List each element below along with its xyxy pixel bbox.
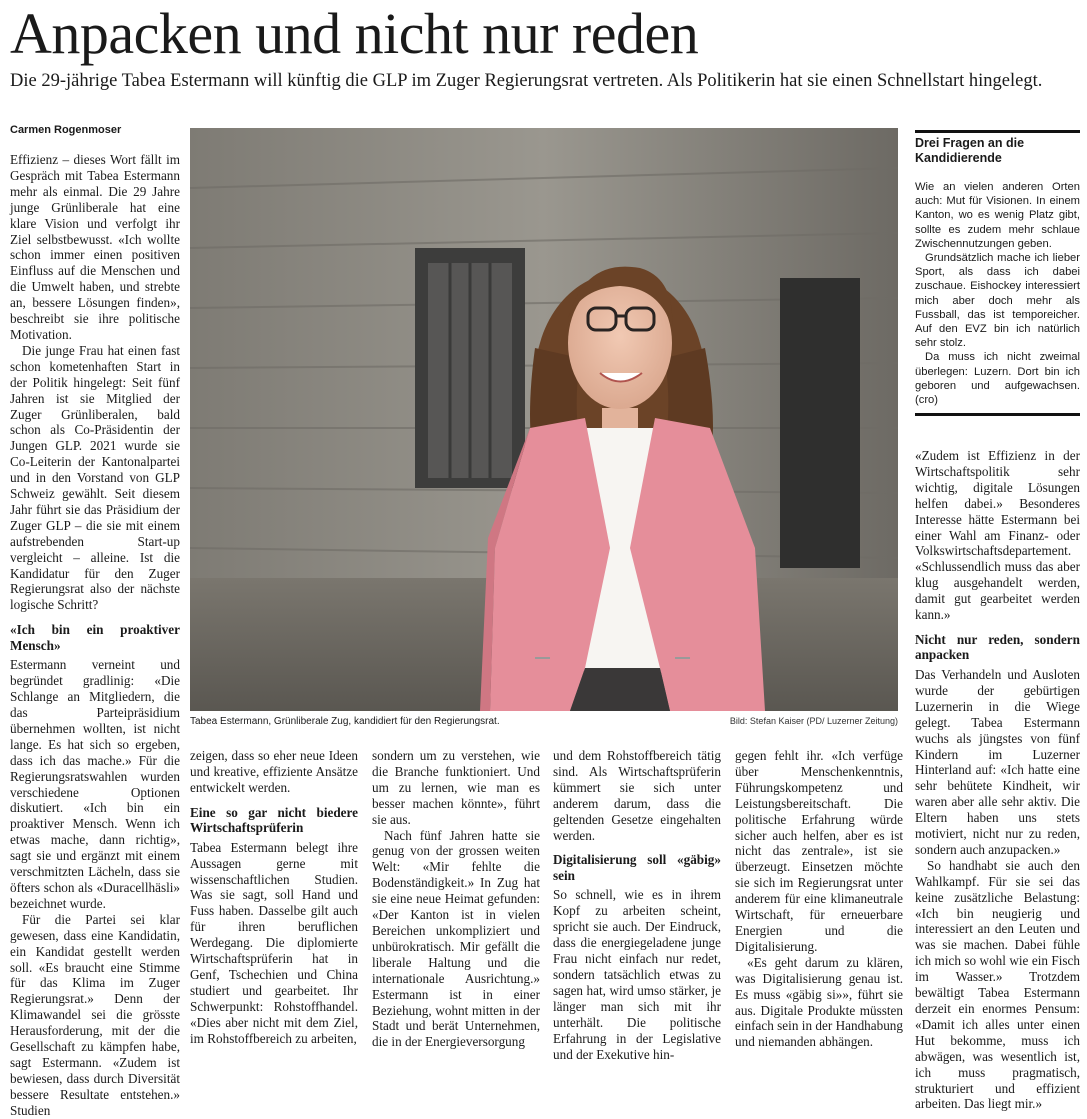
author-name: Carmen Rogenmoser — [10, 124, 122, 136]
sidebar-box — [915, 130, 1080, 416]
caption-text: Tabea Estermann, Grünliberale Zug, kandidiert für den Regierungsrat. — [190, 716, 500, 727]
portrait-photo — [190, 128, 898, 711]
headline: Anpacken und nicht nur reden — [10, 1, 699, 66]
paragraph: Das Verhandeln und Ausloten wurde der gebürtigen Luzernerin in die Wiege gelegt. Tabea Estermann wuchs als jüngstes von fünf Kindern im Luzerner Hinterland auf: «Ich hatte eine sehr behütete Kindheit, wir waren aber alle sehr aktiv. Die Eltern haben uns stets motiviert, nicht nur zu reden, sondern auch anzupacken.» — [915, 666, 1080, 857]
text-column-4 — [553, 748, 721, 1062]
photo-credit: Bild: Stefan Kaiser (PD/ Luzerner Zeitung) — [729, 716, 898, 726]
text-column-5 — [735, 748, 903, 1050]
sidebar-paragraph: Grundsätzlich mache ich lieber Sport, als dass ich dabei zuschaue. Eishockey interessiert mich aber doch mehr als Fussball, das ist temporeicher. Auf den EVZ bin ich natürlich sehr stolz. — [915, 252, 1080, 350]
sidebar-text — [915, 180, 1080, 407]
subheading: Digitalisierung soll «gäbig» sein — [553, 852, 721, 883]
paragraph: Nach fünf Jahren hatte sie genug von der grossen weiten Welt: «Mir fehlte die Bodenständigkeit.» In Zug hat sie eine neue Heimat gefunden: «Der Kanton ist in vielen Bereichen unkompliziert und unbürokratisch. Mir gefällt die liberale Haltung und die internationale Ausrichtung.» Estermann ist in einer Beziehung, wohnt mitten in der Stadt und berät Unternehmen, die in der Energieversorgung — [372, 827, 540, 1050]
paragraph: So schnell, wie es in ihrem Kopf zu arbeiten scheint, spricht sie auch. Der Eindruck, dass die energiegeladene junge Frau nicht einfach nur redet, sondern tatsächlich etwas zu sagen hat, wird umso stärker, je länger man sich mit ihr unterhält. Die politische Erfahrung in der Legislative und der Exekutive hin- — [553, 887, 721, 1062]
paragraph: Für die Partei sei klar gewesen, dass eine Kandidatin, ein Kandidat gestellt werden soll. «Es braucht eine Stimme für das Klima im Zuger Regierungsrat.» Denn der Klimawandel sei die grösste Herausforderung, mit der die Gesellschaft zu kämpfen habe, sagt Estermann. «Zudem ist bewiesen, dass durch Diversität bessere Resultate entstehen.» Studien — [10, 911, 180, 1118]
paragraph: Tabea Estermann belegt ihre Aussagen gerne mit wissenschaftlichen Studien. Was sie sagt, soll Hand und Fuss haben. Dasselbe gilt auch für ihren beruflichen Werdegang. Die diplomierte Wirtschaftsprüferin hat in Genf, Tschechien und China studiert und gearbeitet. Ihr Schwerpunkt: Rohstoffhandel. «Dies aber nicht mit dem Ziel, im Rohstoffbereich zu arbeiten, — [190, 839, 358, 1046]
paragraph: gegen fehlt ihr. «Ich verfüge über Menschenkenntnis, Führungskompetenz und Leistungsbereitschaft. Die politische Erfahrung würde sicher auch helfen, aber es ist nicht das zentrale», ist sie überzeugt. Einsetzen möchte sie sich im Regierungsrat unter anderem für eine klimaneutrale Wirtschaft, für erneuerbare Energien und die Digitalisierung. — [735, 748, 903, 954]
sidebar-paragraph: Da muss ich nicht zweimal überlegen: Luzern. Dort bin ich geboren und aufgewachsen. (cro) — [915, 351, 1080, 407]
paragraph: sondern um zu verstehen, wie die Branche funktioniert. Und um zu lernen, wie man es besser machen könnte», führt sie aus. — [372, 748, 540, 827]
paragraph: Effizienz – dieses Wort fällt im Gespräch mit Tabea Estermann mehr als einmal. Die 29 Jahre junge Grünliberale hat eine klare Vision und verfolgt ihr Ziel selbstbewusst. «Ich wollte schon immer einen positiven Einfluss auf die Menschen und die Umwelt haben, und strebte an, bessere Lösungen finden», beschreibt sie ihre politische Motivation. — [10, 152, 180, 342]
text-column-2 — [190, 748, 358, 1046]
photo-image — [190, 128, 898, 711]
paragraph: «Es geht darum zu klären, was Digitalisierung genau ist. Es muss «gäbig si»», führt sie aus. Digitale Produkte müssten einfach sein in der Handhabung und niemanden abhängen. — [735, 954, 903, 1050]
text-column-1 — [10, 152, 180, 1118]
paragraph: Estermann verneint und begründet gradlinig: «Die Schlange an Mitgliedern, die das Parteipräsidium übernehmen wollten, ist nicht lange. Es hat sich so ergeben, dass ich das mache.» Für die Regierungsratswahlen wurden verschiedene Optionen diskutiert. «Ich bin ein proaktiver Mensch. Wenn ich etwas mache, dann richtig», sagt sie und ergänzt mit einem verschmitzten Lächeln, dass sie öfters schon als «Duracellhäsli» bezeichnet wurde. — [10, 657, 180, 911]
paragraph: und dem Rohstoffbereich tätig sind. Als Wirtschaftsprüferin kümmert sie sich unter anderem darum, dass die geltenden Gesetze eingehalten werden. — [553, 748, 721, 843]
paragraph: Die junge Frau hat einen fast schon kometenhaften Start in der Politik hingelegt: Seit fünf Jahren ist sie Mitglied der Zuger Grünliberalen, bald schon als Co-Präsidentin der Jungen GLP. 2021 wurde sie Co-Leiterin der Kantonalpartei und in den Vorstand von GLP Schweiz gewählt. Seit diesem Jahr führt sie das Präsidium der Zuger GLP – die sie mit einem aufstrebenden Start-up vergleicht – alleine. Ist die Kandidatur für den Zuger Regierungsrat also der nächste logische Schritt? — [10, 342, 180, 613]
subheading: «Ich bin ein proaktiver Mensch» — [10, 622, 180, 653]
paragraph: So handhabt sie auch den Wahlkampf. Für sie sei das keine zusätzliche Belastung: «Ich bin neugierig und interessiert an den Leuten und was sie machen. Dabei fühle ich mich so wohl wie ein Fisch im Wasser.» Trotzdem bewältigt Tabea Estermann derzeit ein enormes Pensum: «Damit ich alles unter einen Hut bekomme, muss ich abwägen, was wesentlich ist, ich muss pragmatisch, strukturiert und effizient arbeiten. Das liegt mir.» — [915, 857, 1080, 1112]
paragraph: «Zudem ist Effizienz in der Wirtschaftspolitik sehr wichtig, digitale Lösungen helfen dabei.» Besonderes Interesse hätte Estermann bei einer Wahl am Finanz- oder Volkswirtschaftsdepartement. «Schlussendlich muss das aber klug ausgehandelt werden, damit gut gearbeitet werden kann.» — [915, 448, 1080, 623]
text-column-3 — [372, 748, 540, 1050]
sidebar-paragraph: Wie an vielen anderen Orten auch: Mut für Visionen. In einem Kanton, wo es wenig Platz gibt, sollte es zudem mehr schlaue Zwischennutzungen geben. — [915, 181, 1080, 250]
subheading: Nicht nur reden, sondern anpacken — [915, 631, 1080, 663]
lead-text: Die 29-jährige Tabea Estermann will künftig die GLP im Zuger Regierungsrat vertreten. Als Politikerin hat sie einen Schnellstart hingelegt. — [10, 71, 1043, 91]
text-column-6 — [915, 448, 1080, 1112]
subheading: Eine so gar nicht biedere Wirtschaftsprüferin — [190, 804, 358, 836]
paragraph: zeigen, dass so eher neue Ideen und kreative, effiziente Ansätze entwickelt werden. — [190, 748, 358, 795]
sidebar-title: Drei Fragen an die Kandidierende — [915, 136, 1025, 165]
